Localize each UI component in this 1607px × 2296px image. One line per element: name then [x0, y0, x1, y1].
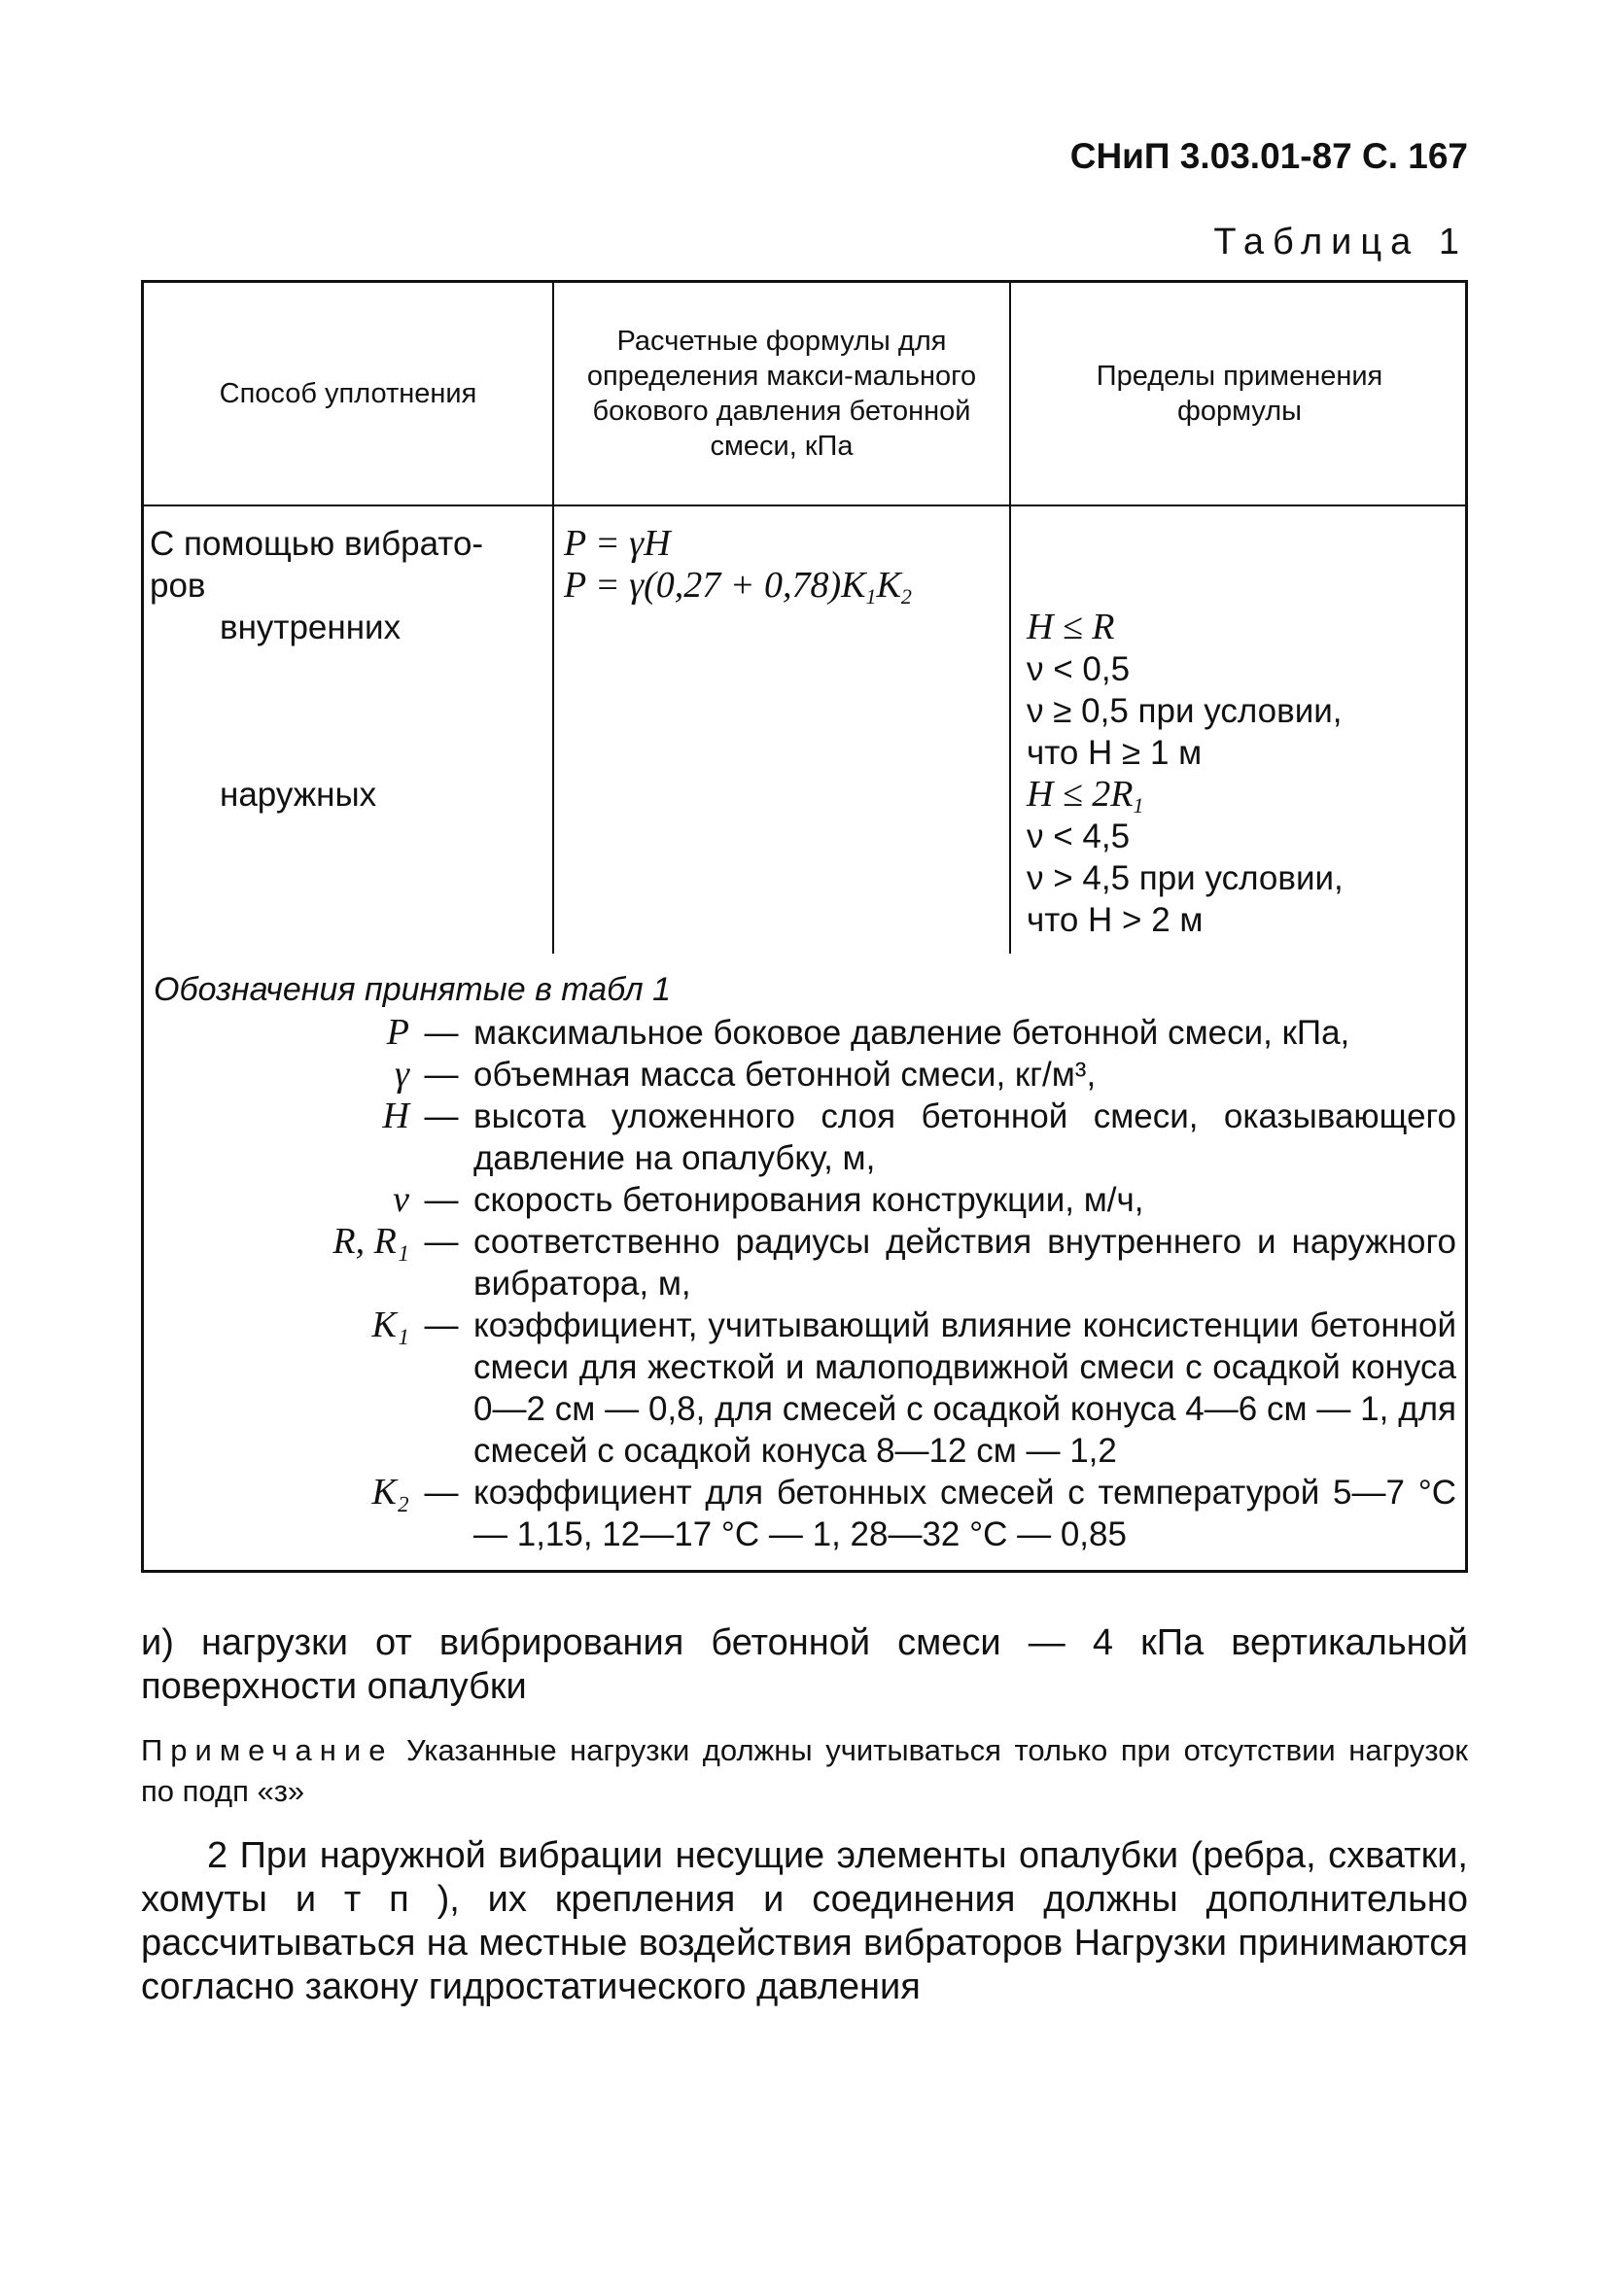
note-definition: коэффициент для бетонных смесей с температурой 5—7 °С — 1,15, 12—17 °С — 1, 28—32 °С — 0,85 — [473, 1474, 1456, 1553]
note-symbol: ν — [393, 1179, 409, 1220]
limit-5-main: H ≤ 2R — [1027, 774, 1134, 815]
note-symbol: K₂ — [371, 1472, 409, 1513]
limit-1: H ≤ R — [1027, 607, 1115, 647]
notes-title: Обозначения принятые в табл 1 — [154, 971, 672, 1008]
note-symbol: K₁ — [371, 1305, 409, 1345]
limit-8: что H > 2 м — [1027, 901, 1204, 939]
note-dash: — — [424, 1014, 459, 1052]
subscript: 1 — [1133, 793, 1144, 818]
note-dash: — — [424, 1056, 459, 1094]
data-table — [141, 280, 1468, 1573]
note-symbol: H — [382, 1096, 409, 1136]
formula-internal: P = γH — [564, 523, 671, 564]
note-row — [154, 1012, 1456, 1054]
note-paragraph — [141, 1730, 1468, 1812]
note-symbol: P — [386, 1012, 409, 1053]
page-header: СНиП 3.03.01-87 С. 167 — [1069, 136, 1468, 176]
note-definition: соответственно радиусы действия внутреннего и наружного вибратора, м, — [473, 1223, 1456, 1303]
note-dash: — — [424, 1181, 459, 1219]
limit-7: ν > 4,5 при условии, — [1027, 859, 1344, 897]
note-row — [154, 1305, 1456, 1472]
note-symbol: γ — [395, 1054, 409, 1095]
note-definition: скорость бетонирования конструкции, м/ч, — [473, 1181, 1144, 1219]
column-header-formulas: Расчетные формулы для определения макси-мального бокового давления бетонной смеси, кПа — [586, 326, 977, 462]
limit-6: ν < 4,5 — [1027, 818, 1131, 855]
method-internal: внутренних — [220, 609, 402, 646]
column-header-limits: Пределы применения формулы — [1096, 361, 1383, 427]
notes-list — [154, 1012, 1456, 1555]
note-dash: — — [424, 1223, 459, 1261]
note-row — [154, 1221, 1456, 1305]
note-definition: коэффициент, учитывающий влияние консистенции бетонной смеси для жесткой и малоподвижной смеси с осадкой конуса 0—2 см — 0,8, для смесей с осадкой конуса 4—6 см — 1, для смесей с осадкой конуса 8—12 см — 1,2 — [473, 1306, 1456, 1470]
note-definition: максимальное боковое давление бетонной смеси, кПа, — [473, 1014, 1350, 1052]
note-label: Примечание — [141, 1733, 394, 1767]
note-definition: высота уложенного слоя бетонной смеси, оказывающего давление на опалубку, м, — [473, 1097, 1456, 1177]
method-label-cont: ров — [150, 567, 206, 605]
note-row — [154, 1096, 1456, 1179]
formula-external — [564, 565, 912, 617]
note-dash: — — [424, 1306, 459, 1344]
limit-2: ν < 0,5 — [1027, 650, 1131, 688]
method-external: наружных — [220, 776, 377, 814]
note-dash: — — [424, 1474, 459, 1512]
note-dash: — — [424, 1097, 459, 1135]
formula-k: K — [876, 565, 901, 606]
formula-external-main: P = γ(0,27 + 0,78)K — [564, 565, 866, 606]
header-divider — [144, 504, 1465, 506]
paragraph-item-i: и) нагрузки от вибрирования бетонной смеси — 4 кПа вертикальной поверхности опалубки — [141, 1622, 1468, 1707]
table-caption: Таблица 1 — [1213, 222, 1468, 262]
note-row — [154, 1472, 1456, 1555]
note-symbol: R, R₁ — [332, 1221, 409, 1262]
note-definition: объемная масса бетонной смеси, кг/м³, — [473, 1056, 1097, 1094]
limit-3: ν ≥ 0,5 при условии, — [1027, 692, 1343, 730]
note-row — [154, 1179, 1456, 1221]
method-label: С помощью вибрато- — [150, 525, 484, 563]
note-text: Указанные нагрузки должны учитываться только при отсутствии нагрузок по подп «з» — [141, 1733, 1468, 1808]
column-header-method: Способ уплотнения — [219, 378, 477, 409]
subscript: 1 — [865, 584, 877, 609]
note-row — [154, 1054, 1456, 1096]
limit-4: что H ≥ 1 м — [1027, 734, 1203, 772]
paragraph-2: 2 При наружной вибрации несущие элементы опалубки (ребра, схватки, хомуты и т п ), их крепления и соединения должны дополнительно рассчитываться на местные воздействия вибраторов Нагрузки принимаются согласно закону гидростатического давления — [141, 1835, 1468, 2007]
subscript: 2 — [900, 584, 912, 609]
